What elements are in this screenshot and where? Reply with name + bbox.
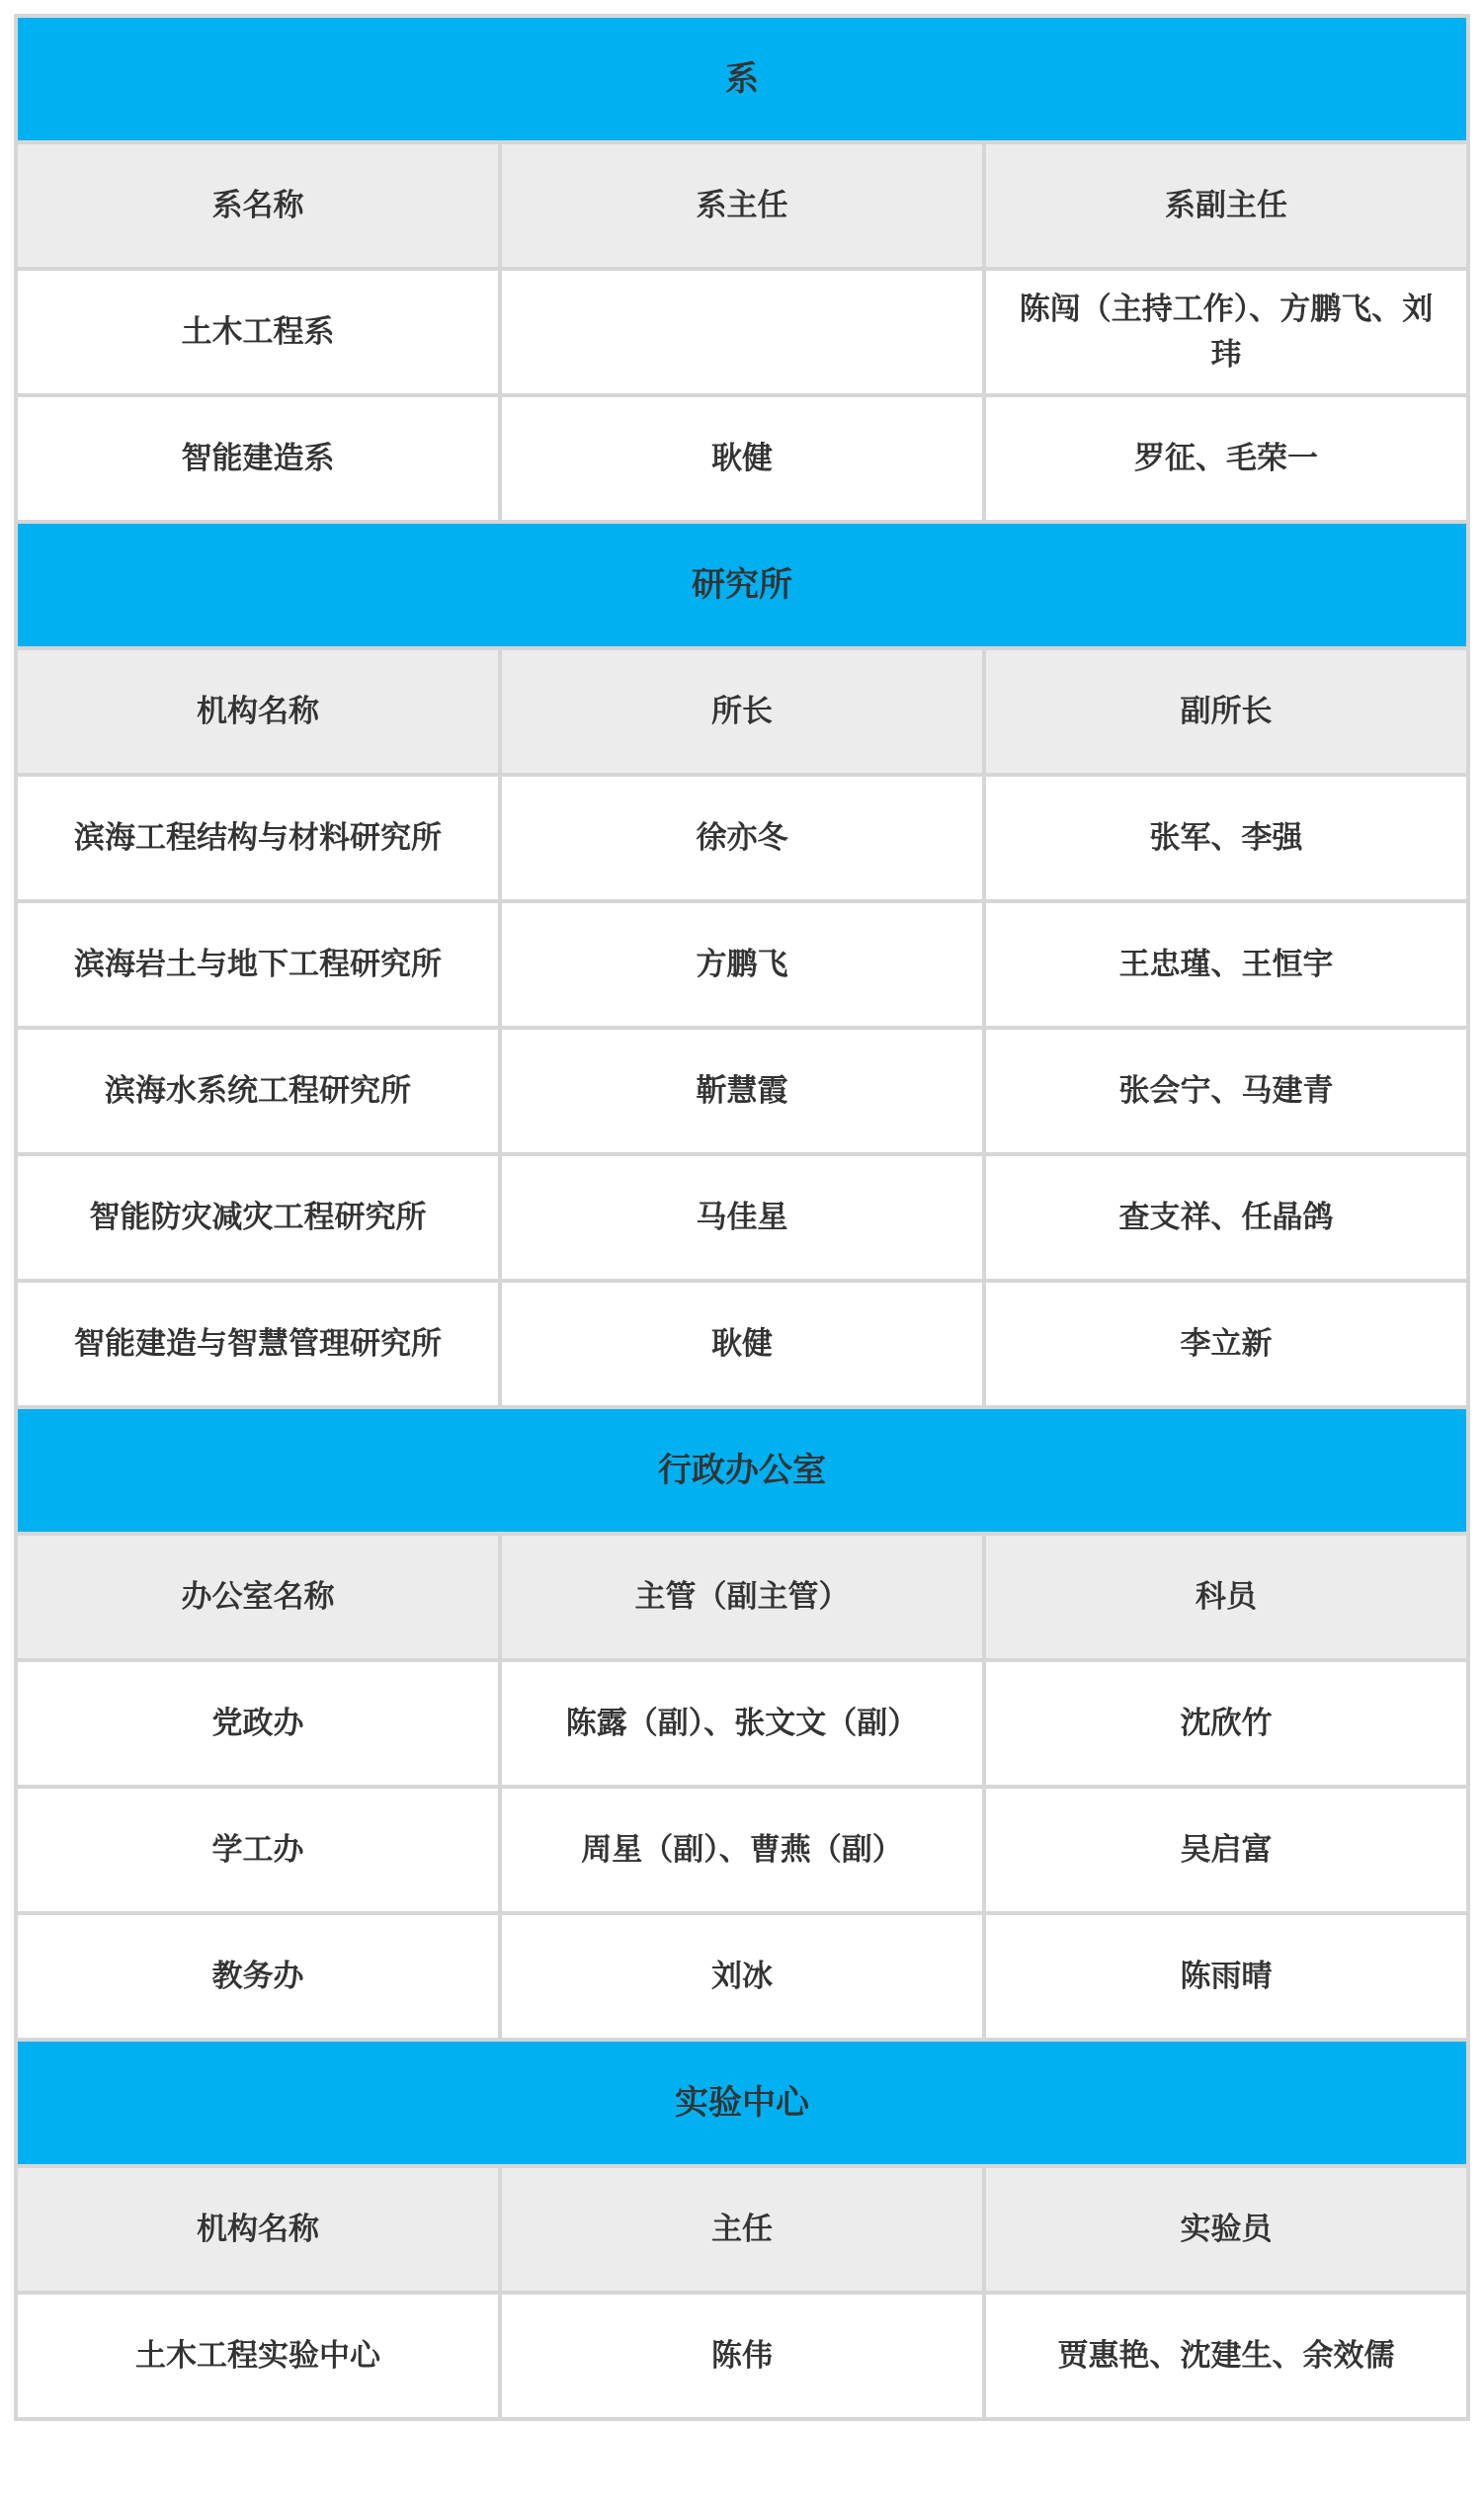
section-title: 行政办公室 (16, 1407, 1468, 1534)
section-title-row (16, 2040, 1468, 2166)
column-header-row (16, 2166, 1468, 2293)
column-header-row (16, 1534, 1468, 1660)
section-title-row (16, 16, 1468, 142)
column-header: 主任 (500, 2166, 984, 2293)
table-row (16, 2293, 1468, 2419)
table-cell: 陈伟 (500, 2293, 984, 2419)
column-header: 系主任 (500, 142, 984, 269)
table-row (16, 269, 1468, 395)
table-cell: 陈雨晴 (984, 1913, 1468, 2040)
table-cell: 教务办 (16, 1913, 500, 2040)
section-title: 实验中心 (16, 2040, 1468, 2166)
table-cell: 李立新 (984, 1281, 1468, 1407)
column-header: 系副主任 (984, 142, 1468, 269)
column-header: 主管（副主管） (500, 1534, 984, 1660)
table-cell: 学工办 (16, 1787, 500, 1913)
table-cell: 智能建造与智慧管理研究所 (16, 1281, 500, 1407)
table-cell: 耿健 (500, 1281, 984, 1407)
table-cell: 徐亦冬 (500, 775, 984, 901)
table-cell: 陈闯（主持工作）、方鹏飞、刘玮 (984, 269, 1468, 395)
section-title-row (16, 1407, 1468, 1534)
column-header: 机构名称 (16, 2166, 500, 2293)
table-row (16, 1913, 1468, 2040)
table-cell: 耿健 (500, 395, 984, 522)
column-header: 办公室名称 (16, 1534, 500, 1660)
column-header-row (16, 142, 1468, 269)
column-header: 机构名称 (16, 648, 500, 775)
table-row (16, 1281, 1468, 1407)
table-cell: 靳慧霞 (500, 1028, 984, 1154)
table-row (16, 1660, 1468, 1787)
table-cell: 张军、李强 (984, 775, 1468, 901)
table-cell: 马佳星 (500, 1154, 984, 1281)
table-cell (500, 269, 984, 395)
section-title: 研究所 (16, 522, 1468, 648)
table-cell: 查支祥、任晶鸽 (984, 1154, 1468, 1281)
table-cell: 智能建造系 (16, 395, 500, 522)
column-header-row (16, 648, 1468, 775)
table-row (16, 1787, 1468, 1913)
section-title: 系 (16, 16, 1468, 142)
table-cell: 罗征、毛荣一 (984, 395, 1468, 522)
table-cell: 刘冰 (500, 1913, 984, 2040)
table-row (16, 901, 1468, 1028)
table-cell: 土木工程系 (16, 269, 500, 395)
table-cell: 方鹏飞 (500, 901, 984, 1028)
table-row (16, 1028, 1468, 1154)
org-table-body (16, 16, 1468, 2419)
table-cell: 滨海工程结构与材料研究所 (16, 775, 500, 901)
section-title-row (16, 522, 1468, 648)
table-row (16, 395, 1468, 522)
column-header: 系名称 (16, 142, 500, 269)
table-cell: 周星（副）、曹燕（副） (500, 1787, 984, 1913)
table-cell: 滨海水系统工程研究所 (16, 1028, 500, 1154)
table-cell: 土木工程实验中心 (16, 2293, 500, 2419)
table-cell: 张会宁、马建青 (984, 1028, 1468, 1154)
table-cell: 沈欣竹 (984, 1660, 1468, 1787)
table-cell: 王忠瑾、王恒宇 (984, 901, 1468, 1028)
table-row (16, 775, 1468, 901)
table-row (16, 1154, 1468, 1281)
table-cell: 贾惠艳、沈建生、余效儒 (984, 2293, 1468, 2419)
table-cell: 陈露（副）、张文文（副） (500, 1660, 984, 1787)
table-cell: 滨海岩土与地下工程研究所 (16, 901, 500, 1028)
column-header: 所长 (500, 648, 984, 775)
table-cell: 智能防灾减灾工程研究所 (16, 1154, 500, 1281)
table-cell: 党政办 (16, 1660, 500, 1787)
table-cell: 吴启富 (984, 1787, 1468, 1913)
column-header: 副所长 (984, 648, 1468, 775)
column-header: 科员 (984, 1534, 1468, 1660)
column-header: 实验员 (984, 2166, 1468, 2293)
org-structure-table (14, 14, 1470, 2421)
